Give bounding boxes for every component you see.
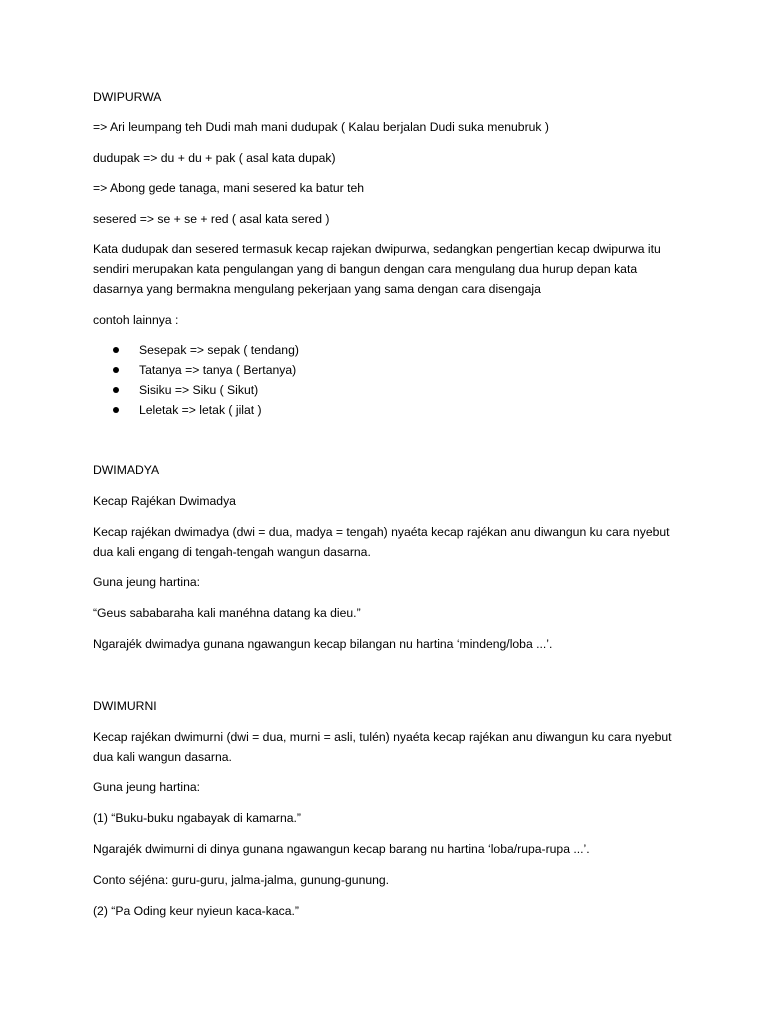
dwimurni-usage-label: Guna jeung hartina: [93,780,201,794]
examples-label: contoh lainnya : [93,313,179,327]
word-breakdown-sesered: sesered => se + se + red ( asal kata sered ) [93,212,330,226]
dwimurni-other-examples: Conto séjéna: guru-guru, jalma-jalma, gunung-gunung. [93,873,390,887]
dwimadya-example-quote: “Geus sababaraha kali manéhna datang ka dieu.” [93,606,361,620]
list-item [113,380,299,400]
dwimadya-usage-label: Guna jeung hartina: [93,575,201,589]
dwimurni-usage-note: Ngarajék dwimurni di dinya gunana ngawangun kecap barang nu hartina ‘loba/rupa-rupa ...’. [93,842,590,856]
example-sentence-dudupak: => Ari leumpang teh Dudi mah mani dudupak ( Kalau berjalan Dudi suka menubruk ) [93,120,549,134]
bullet-icon [113,367,119,373]
dwimurni-example-2: (2) “Pa Oding keur nyieun kaca-kaca.” [93,904,299,918]
list-item [113,400,299,420]
section-heading-dwimadya: DWIMADYA [93,463,160,477]
examples-bullet-list [113,340,299,420]
dwimadya-subtitle: Kecap Rajékan Dwimadya [93,494,236,508]
list-item-text: Leletak => letak ( jilat ) [139,403,262,417]
list-item [113,340,299,360]
list-item-text: Sesepak => sepak ( tendang) [139,343,299,357]
dwimurni-example-1: (1) “Buku-buku ngabayak di kamarna.” [93,811,301,825]
section-heading-dwipurwa: DWIPURWA [93,90,162,104]
dwipurwa-explanation-paragraph: Kata dudupak dan sesered termasuk kecap rajekan dwipurwa, sedangkan pengertian kecap dwipurwa itu sendiri merupakan kata pengulangan yang di bangun dengan cara mengulang dua hurup depan kata dasarnya yang bermakna mengulang pekerjaan yang sama dengan cara disengaja [93,242,661,296]
dwimadya-usage-note: Ngarajék dwimadya gunana ngawangun kecap bilangan nu hartina ‘mindeng/loba ...’. [93,637,553,651]
bullet-icon [113,347,119,353]
bullet-icon [113,387,119,393]
dwimadya-definition-paragraph: Kecap rajékan dwimadya (dwi = dua, madya = tengah) nyaéta kecap rajékan anu diwangun ku cara nyebut dua kali engang di tengah-tengah wangun dasarna. [93,525,670,559]
list-item-text: Tatanya => tanya ( Bertanya) [139,363,297,377]
dwimurni-definition-paragraph: Kecap rajékan dwimurni (dwi = dua, murni = asli, tulén) nyaéta kecap rajékan anu diwangun ku cara nyebut dua kali wangun dasarna. [93,730,672,764]
example-sentence-sesered: => Abong gede tanaga, mani sesered ka batur teh [93,181,365,195]
word-breakdown-dudupak: dudupak => du + du + pak ( asal kata dupak) [93,151,336,165]
section-heading-dwimurni: DWIMURNI [93,699,157,713]
list-item-text: Sisiku => Siku ( Sikut) [139,383,259,397]
list-item [113,360,299,380]
bullet-icon [113,407,119,413]
